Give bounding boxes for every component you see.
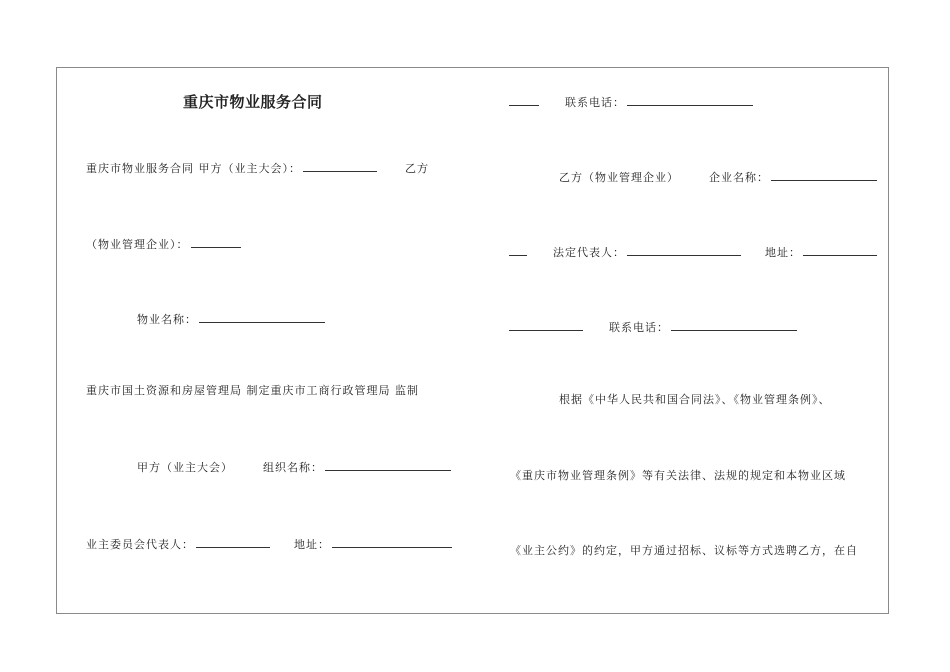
phone-a-line — [507, 94, 755, 110]
party-a-label: 重庆市物业服务合同 甲方（业主大会）： — [86, 162, 301, 175]
legal-rep-line — [507, 244, 879, 260]
body-paragraph-line-2: 《重庆市物业管理条例》等有关法律、法规的规定和本物业区域 — [510, 469, 846, 482]
party-a-blank[interactable] — [303, 160, 377, 172]
committee-rep-line — [86, 536, 454, 552]
party-b-company-line — [559, 169, 879, 185]
org-name-blank[interactable] — [325, 459, 451, 471]
phone-b-blank[interactable] — [671, 319, 797, 331]
property-company-line — [86, 236, 243, 252]
property-name-label: 物业名称： — [137, 313, 197, 326]
issuer-line: 重庆市国土资源和房屋管理局 制定重庆市工商行政管理局 监制 — [86, 384, 419, 397]
phone-b-label: 联系电话： — [609, 321, 669, 334]
phone-a-label: 联系电话： — [565, 96, 625, 109]
owners-assembly-line — [137, 459, 453, 475]
committee-rep-label: 业主委员会代表人： — [86, 538, 194, 551]
document-title: 重庆市物业服务合同 — [183, 93, 323, 111]
property-company-blank[interactable] — [191, 236, 241, 248]
company-name-cont-blank[interactable] — [509, 244, 527, 256]
company-name-blank[interactable] — [771, 169, 877, 181]
address-b-cont-blank[interactable] — [509, 319, 583, 331]
party-a-line — [86, 160, 429, 176]
company-name-label: 企业名称： — [709, 171, 769, 184]
page-border — [56, 67, 889, 614]
phone-b-line — [507, 319, 799, 335]
address-a-label: 地址： — [294, 538, 330, 551]
address-cont-blank[interactable] — [509, 94, 539, 106]
property-name-blank[interactable] — [199, 311, 325, 323]
legal-rep-label: 法定代表人： — [553, 246, 625, 259]
property-name-line — [137, 311, 327, 327]
property-company-label: （物业管理企业）： — [86, 238, 189, 251]
body-paragraph-line-1: 根据《中华人民共和国合同法》、《物业管理条例》、 — [559, 393, 831, 406]
address-b-blank[interactable] — [803, 244, 877, 256]
org-name-label: 组织名称： — [263, 461, 323, 474]
address-a-blank[interactable] — [332, 536, 452, 548]
legal-rep-blank[interactable] — [627, 244, 741, 256]
party-b-label: 乙方 — [405, 162, 429, 175]
committee-rep-blank[interactable] — [196, 536, 270, 548]
body-paragraph-line-3: 《业主公约》的约定，甲方通过招标、议标等方式选聘乙方，在自 — [510, 544, 858, 557]
phone-a-blank[interactable] — [627, 94, 753, 106]
address-b-label: 地址： — [765, 246, 801, 259]
party-b-company-label: 乙方（物业管理企业） — [559, 171, 679, 184]
owners-assembly-label: 甲方（业主大会） — [137, 461, 233, 474]
